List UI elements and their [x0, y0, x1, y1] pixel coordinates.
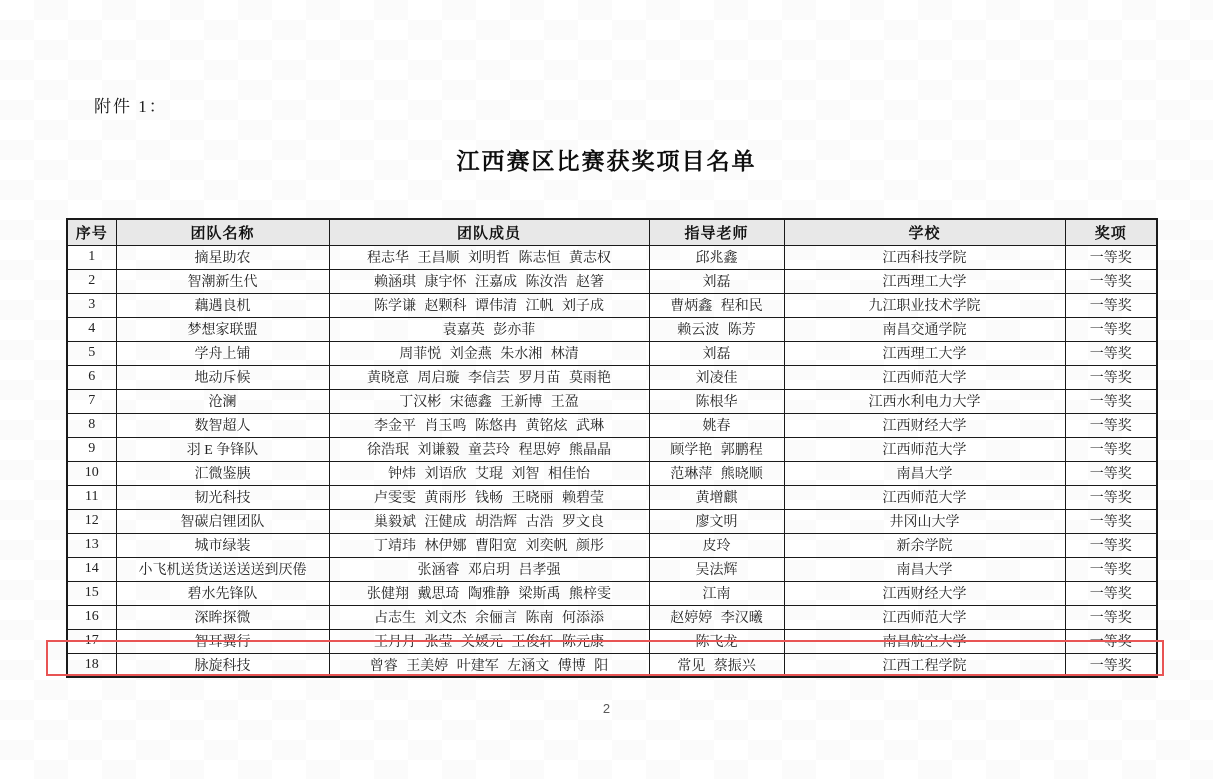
cell-school: 江西师范大学 — [784, 437, 1065, 461]
cell-team: 羽 E 争锋队 — [116, 437, 329, 461]
cell-school: 江西理工大学 — [784, 269, 1065, 293]
cell-team: 智潮新生代 — [116, 269, 329, 293]
cell-school: 江西科技学院 — [784, 245, 1065, 269]
table-row — [67, 389, 1157, 413]
cell-school: 井冈山大学 — [784, 509, 1065, 533]
table-row — [67, 533, 1157, 557]
cell-members: 占志生 刘文杰 余俪言 陈南 何添添 — [329, 605, 649, 629]
cell-index: 7 — [67, 389, 116, 413]
cell-members: 袁嘉英 彭亦菲 — [329, 317, 649, 341]
table-row — [67, 605, 1157, 629]
header-cell-team: 团队名称 — [116, 219, 329, 245]
cell-members: 丁汉彬 宋德鑫 王新博 王盈 — [329, 389, 649, 413]
table-row — [67, 485, 1157, 509]
cell-award: 一等奖 — [1065, 653, 1157, 677]
cell-members: 黄晓意 周启璇 李信芸 罗月苗 莫雨艳 — [329, 365, 649, 389]
cell-award: 一等奖 — [1065, 509, 1157, 533]
cell-index: 1 — [67, 245, 116, 269]
table-row — [67, 317, 1157, 341]
cell-members: 李金平 肖玉鸣 陈悠冉 黄铭炫 武琳 — [329, 413, 649, 437]
cell-school: 九江职业技术学院 — [784, 293, 1065, 317]
cell-school: 南昌交通学院 — [784, 317, 1065, 341]
cell-team: 汇微鉴胰 — [116, 461, 329, 485]
table-row — [67, 293, 1157, 317]
cell-school: 江西水利电力大学 — [784, 389, 1065, 413]
cell-index: 8 — [67, 413, 116, 437]
cell-award: 一等奖 — [1065, 557, 1157, 581]
cell-advisors: 江南 — [649, 581, 784, 605]
cell-school: 江西师范大学 — [784, 605, 1065, 629]
table-row — [67, 341, 1157, 365]
cell-index: 2 — [67, 269, 116, 293]
cell-advisors: 常见 蔡振兴 — [649, 653, 784, 677]
table-row — [67, 269, 1157, 293]
table-row — [67, 629, 1157, 653]
cell-advisors: 陈飞龙 — [649, 629, 784, 653]
cell-award: 一等奖 — [1065, 485, 1157, 509]
cell-school: 江西财经大学 — [784, 413, 1065, 437]
cell-team: 藕遇良机 — [116, 293, 329, 317]
cell-index: 12 — [67, 509, 116, 533]
table-row — [67, 413, 1157, 437]
cell-award: 一等奖 — [1065, 533, 1157, 557]
cell-members: 巢毅斌 汪健成 胡浩辉 古浩 罗文良 — [329, 509, 649, 533]
cell-team: 小飞机送货送送送送到厌倦 — [116, 557, 329, 581]
cell-award: 一等奖 — [1065, 269, 1157, 293]
cell-school: 江西师范大学 — [784, 365, 1065, 389]
cell-advisors: 邱兆鑫 — [649, 245, 784, 269]
cell-members: 曾睿 王美婷 叶建军 左涵文 傅博 阳 — [329, 653, 649, 677]
cell-index: 16 — [67, 605, 116, 629]
cell-advisors: 皮玲 — [649, 533, 784, 557]
cell-award: 一等奖 — [1065, 413, 1157, 437]
table-row — [67, 653, 1157, 677]
cell-index: 17 — [67, 629, 116, 653]
table-row — [67, 365, 1157, 389]
header-cell-award: 奖项 — [1065, 219, 1157, 245]
cell-school: 新余学院 — [784, 533, 1065, 557]
cell-team: 学舟上铺 — [116, 341, 329, 365]
page-title: 江西赛区比赛获奖项目名单 — [456, 149, 757, 174]
cell-members: 丁靖玮 林伊娜 曹阳宽 刘奕帆 颜彤 — [329, 533, 649, 557]
table-row — [67, 461, 1157, 485]
cell-members: 张涵睿 邓启玥 吕孝强 — [329, 557, 649, 581]
cell-award: 一等奖 — [1065, 605, 1157, 629]
cell-school: 南昌大学 — [784, 557, 1065, 581]
cell-award: 一等奖 — [1065, 437, 1157, 461]
header-cell-school: 学校 — [784, 219, 1065, 245]
cell-advisors: 廖文明 — [649, 509, 784, 533]
cell-index: 6 — [67, 365, 116, 389]
cell-school: 江西财经大学 — [784, 581, 1065, 605]
cell-school: 南昌航空大学 — [784, 629, 1065, 653]
page-number: 2 — [602, 701, 611, 716]
table-row — [67, 581, 1157, 605]
cell-award: 一等奖 — [1065, 245, 1157, 269]
cell-index: 10 — [67, 461, 116, 485]
cell-award: 一等奖 — [1065, 581, 1157, 605]
cell-team: 智碳启锂团队 — [116, 509, 329, 533]
cell-team: 韧光科技 — [116, 485, 329, 509]
cell-team: 梦想家联盟 — [116, 317, 329, 341]
cell-award: 一等奖 — [1065, 365, 1157, 389]
cell-index: 18 — [67, 653, 116, 677]
cell-advisors: 刘凌佳 — [649, 365, 784, 389]
cell-school: 江西师范大学 — [784, 485, 1065, 509]
cell-members: 陈学谦 赵颗科 谭伟清 江帆 刘子成 — [329, 293, 649, 317]
table-row — [67, 437, 1157, 461]
table-row — [67, 509, 1157, 533]
cell-advisors: 顾学艳 郭鹏程 — [649, 437, 784, 461]
cell-members: 钟炜 刘语欣 艾琨 刘智 相佳怡 — [329, 461, 649, 485]
cell-members: 程志华 王昌顺 刘明哲 陈志恒 黄志权 — [329, 245, 649, 269]
header-cell-index: 序号 — [67, 219, 116, 245]
cell-advisors: 吴法辉 — [649, 557, 784, 581]
cell-team: 数智超人 — [116, 413, 329, 437]
cell-index: 11 — [67, 485, 116, 509]
table-header — [67, 219, 1157, 245]
cell-index: 14 — [67, 557, 116, 581]
cell-school: 江西理工大学 — [784, 341, 1065, 365]
cell-team: 地动斥候 — [116, 365, 329, 389]
cell-index: 4 — [67, 317, 116, 341]
award-table — [66, 218, 1158, 678]
cell-team: 沧澜 — [116, 389, 329, 413]
cell-index: 3 — [67, 293, 116, 317]
cell-team: 智耳翼行 — [116, 629, 329, 653]
cell-advisors: 陈根华 — [649, 389, 784, 413]
table-row — [67, 245, 1157, 269]
cell-advisors: 黄增麒 — [649, 485, 784, 509]
cell-index: 13 — [67, 533, 116, 557]
cell-members: 卢雯雯 黄雨彤 钱畅 王晓丽 赖碧莹 — [329, 485, 649, 509]
cell-team: 城市绿装 — [116, 533, 329, 557]
cell-index: 5 — [67, 341, 116, 365]
cell-advisors: 范琳萍 熊晓顺 — [649, 461, 784, 485]
attachment-label: 附件 1： — [94, 97, 168, 116]
cell-index: 9 — [67, 437, 116, 461]
table-header-row — [67, 219, 1157, 245]
cell-members: 王月月 张莹 关媛元 王俊轩 陈元康 — [329, 629, 649, 653]
cell-advisors: 姚春 — [649, 413, 784, 437]
cell-award: 一等奖 — [1065, 341, 1157, 365]
cell-members: 周菲悦 刘金燕 朱水湘 林清 — [329, 341, 649, 365]
cell-school: 南昌大学 — [784, 461, 1065, 485]
cell-members: 张健翔 戴思琦 陶雅静 梁斯禹 熊梓雯 — [329, 581, 649, 605]
cell-index: 15 — [67, 581, 116, 605]
cell-award: 一等奖 — [1065, 389, 1157, 413]
cell-advisors: 赵婷婷 李汉曦 — [649, 605, 784, 629]
cell-members: 赖涵琪 康宇怀 汪嘉成 陈汝浩 赵箸 — [329, 269, 649, 293]
cell-team: 摘星助农 — [116, 245, 329, 269]
cell-award: 一等奖 — [1065, 461, 1157, 485]
cell-award: 一等奖 — [1065, 293, 1157, 317]
cell-advisors: 刘磊 — [649, 341, 784, 365]
cell-members: 徐浩珉 刘谦毅 童芸玲 程思婷 熊晶晶 — [329, 437, 649, 461]
cell-team: 脉旋科技 — [116, 653, 329, 677]
cell-school: 江西工程学院 — [784, 653, 1065, 677]
table-row — [67, 557, 1157, 581]
cell-award: 一等奖 — [1065, 317, 1157, 341]
cell-team: 碧水先锋队 — [116, 581, 329, 605]
table-body — [67, 245, 1157, 677]
cell-team: 深眸探微 — [116, 605, 329, 629]
cell-advisors: 赖云波 陈芳 — [649, 317, 784, 341]
header-cell-advisors: 指导老师 — [649, 219, 784, 245]
header-cell-members: 团队成员 — [329, 219, 649, 245]
cell-award: 一等奖 — [1065, 629, 1157, 653]
cell-advisors: 刘磊 — [649, 269, 784, 293]
cell-advisors: 曹炳鑫 程和民 — [649, 293, 784, 317]
